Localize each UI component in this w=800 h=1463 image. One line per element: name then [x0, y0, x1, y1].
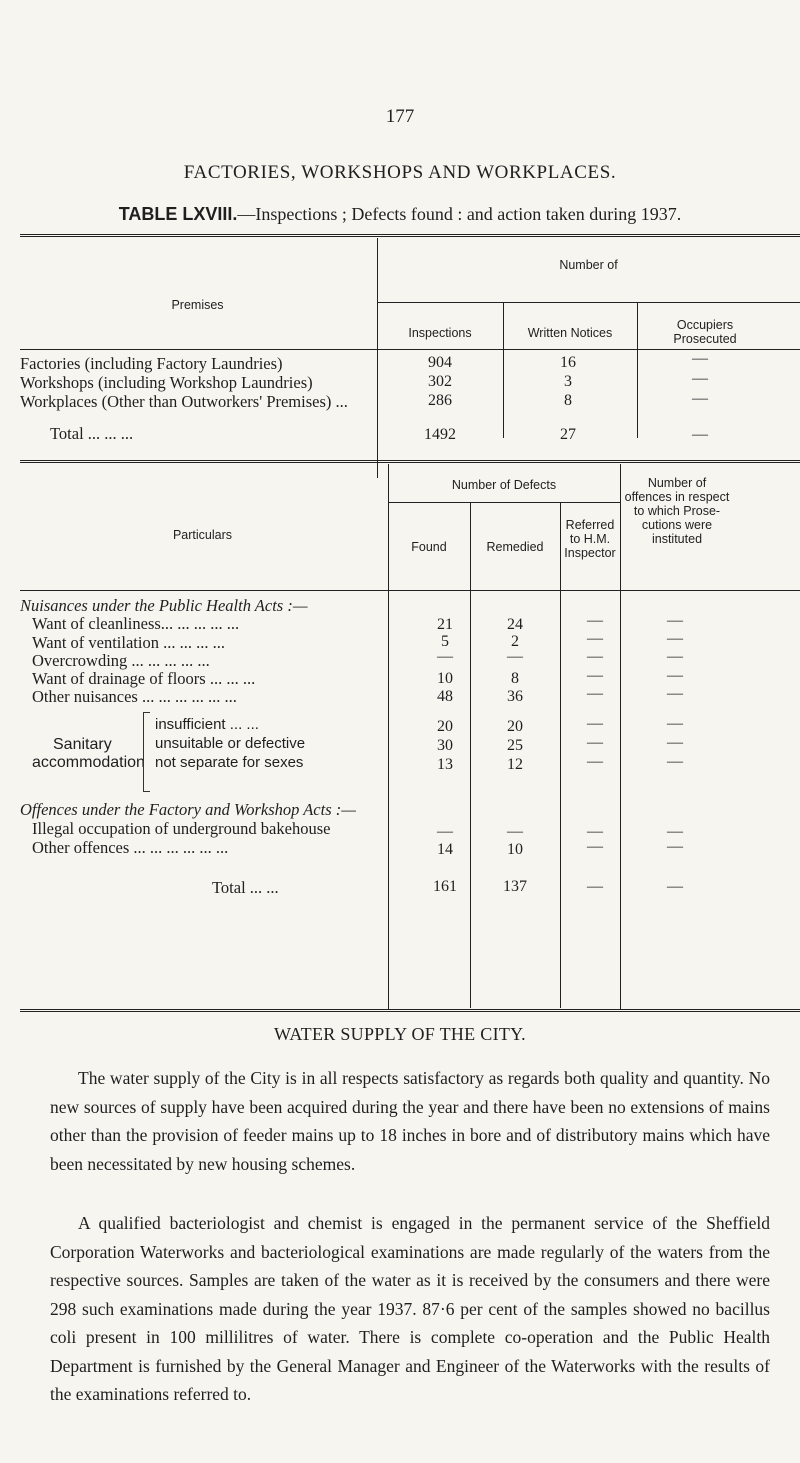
table-caption: [0, 204, 800, 225]
offences-header: Number of offences in respect to which Prose- cutions were instituted: [624, 476, 730, 546]
table-row-label: Want of drainage of floors ... ... ...: [32, 669, 256, 688]
table-cell: —: [587, 753, 603, 770]
table-row-label: insufficient ... ...: [155, 716, 259, 733]
defects-header: Number of Defects: [451, 478, 557, 492]
table-cell: 5: [441, 633, 449, 650]
total-cell: 27: [560, 426, 576, 443]
table-cell: 48: [437, 688, 453, 705]
number-of-header: Number of: [559, 258, 618, 272]
sanitary-label: Sanitary: [53, 736, 112, 753]
table-cell: —: [692, 370, 708, 387]
table-cell: —: [667, 734, 683, 751]
water-supply-heading: WATER SUPPLY OF THE CITY.: [274, 1024, 526, 1044]
total-cell: —: [667, 878, 683, 895]
table-cell: 25: [507, 737, 523, 754]
table-row-label: Want of ventilation ... ... ... ...: [32, 633, 225, 652]
table-cell: —: [587, 685, 603, 702]
water-paragraph-1: [50, 1064, 770, 1178]
table-row-label: Want of cleanliness... ... ... ... ...: [32, 614, 240, 633]
table-cell: —: [587, 648, 603, 665]
table-row-label: Other offences ... ... ... ... ... ...: [32, 838, 229, 857]
table-cell: 8: [564, 392, 572, 409]
table-cell: —: [587, 823, 603, 840]
table-cell: 20: [437, 718, 453, 735]
brace: [143, 712, 150, 792]
paragraph-text: A qualified bacteriologist and chemist is engaged in the permanent service of the Sheffield Corporation Waterworks and bacteriological examinations are made regularly of the waters from the respective sources. Samples are taken of the water as it is received by the consumers and there were 298 such examinations made during the year 1937. 87·6 per cent of the samples showed no bacillus coli present in 100 millilitres of water. There is complete co-operation and the Public Health Department is furnished by the General Manager and Engineer of the Waterworks with the results of the examinations referred to.: [50, 1213, 770, 1404]
table2-bottom-rule: [20, 1009, 800, 1012]
table-cell: —: [587, 838, 603, 855]
table-cell: 21: [437, 616, 453, 633]
section-heading: Offences under the Factory and Workshop Acts :—: [20, 800, 356, 819]
table-cell: 36: [507, 688, 523, 705]
table-cell: —: [667, 667, 683, 684]
inspections-header: Inspections: [408, 326, 472, 340]
table-cell: 24: [507, 616, 523, 633]
table-cell: —: [587, 734, 603, 751]
table2-top-rule: [20, 460, 800, 463]
table2-header-rule: [20, 590, 800, 591]
total-label: Total ... ...: [212, 878, 279, 897]
table-cell: —: [507, 823, 523, 840]
table-cell: —: [587, 630, 603, 647]
table-cell: —: [507, 648, 523, 665]
table-cell: —: [667, 838, 683, 855]
premises-header: Premises: [171, 298, 224, 312]
table-caption-text: —Inspections ; Defects found : and action taken during 1937.: [237, 204, 682, 224]
total-cell: —: [587, 878, 603, 895]
table1-col-divider: [503, 303, 504, 438]
table2-subheader-rule: [388, 502, 620, 503]
table-cell: 13: [437, 756, 453, 773]
total-cell: 137: [503, 878, 527, 895]
table-row-label: unsuitable or defective: [155, 735, 306, 752]
table1-subheader-rule: [377, 302, 800, 303]
water-paragraph-2: [50, 1209, 770, 1409]
table-label: TABLE LXVIII.: [118, 204, 238, 224]
table-cell: —: [667, 630, 683, 647]
table1-col-divider: [637, 303, 638, 438]
table-cell: —: [587, 667, 603, 684]
table-row-label: Workshops (including Workshop Laundries): [20, 373, 313, 392]
table-cell: —: [667, 685, 683, 702]
table-cell: 10: [437, 670, 453, 687]
table-cell: 12: [507, 756, 523, 773]
table-cell: 14: [437, 841, 453, 858]
written-notices-header: Written Notices: [527, 326, 613, 340]
table-row-label: not separate for sexes: [155, 754, 304, 771]
table-cell: —: [587, 715, 603, 732]
table-row-label: Other nuisances ... ... ... ... ... ...: [32, 687, 237, 706]
section-title: FACTORIES, WORKSHOPS AND WORKPLACES.: [183, 162, 617, 183]
total-cell: —: [692, 426, 708, 443]
table-cell: 302: [428, 373, 452, 390]
referred-header: Referred to H.M. Inspector: [564, 518, 616, 560]
table-row-label: Overcrowding ... ... ... ... ...: [32, 651, 210, 670]
table-cell: 20: [507, 718, 523, 735]
remedied-header: Remedied: [486, 540, 544, 554]
table-cell: —: [437, 648, 453, 665]
table-cell: 286: [428, 392, 452, 409]
table-cell: —: [667, 648, 683, 665]
table-cell: 10: [507, 841, 523, 858]
sanitary-label: accommodation: [32, 754, 145, 771]
table-row-label: Factories (including Factory Laundries): [20, 354, 283, 373]
total-cell: 1492: [424, 426, 456, 443]
table-cell: —: [437, 823, 453, 840]
particulars-header: Particulars: [172, 528, 233, 542]
found-header: Found: [411, 540, 447, 554]
table-cell: —: [587, 612, 603, 629]
table-cell: 904: [428, 354, 452, 371]
table-cell: 8: [511, 670, 519, 687]
table-cell: —: [667, 715, 683, 732]
page-number: 177: [385, 106, 415, 127]
paragraph-text: The water supply of the City is in all respects satisfactory as regards both quality and quantity. No new sources of supply have been acquired during the year and there have been no extensions of mains other than the provision of feeder mains up to 18 inches in bore and of distributory mains which have been necessitated by new housing schemes.: [50, 1068, 770, 1174]
table-cell: —: [667, 753, 683, 770]
total-cell: 161: [433, 878, 457, 895]
table-cell: —: [692, 390, 708, 407]
section-heading: Nuisances under the Public Health Acts :—: [20, 596, 308, 615]
table-cell: 30: [437, 737, 453, 754]
table-cell: —: [667, 823, 683, 840]
table1-divider: [377, 238, 378, 478]
total-label: Total ... ... ...: [50, 424, 134, 443]
table-row-label: Workplaces (Other than Outworkers' Premises) ...: [20, 392, 348, 411]
table-cell: —: [692, 350, 708, 367]
occupiers-prosecuted-header: Occupiers Prosecuted: [673, 318, 737, 346]
table1-top-rule: [20, 234, 800, 237]
table-cell: 2: [511, 633, 519, 650]
table-cell: —: [667, 612, 683, 629]
table-cell: 16: [560, 354, 576, 371]
table-cell: 3: [564, 373, 572, 390]
table-row-label: Illegal occupation of underground bakehouse: [32, 819, 331, 838]
